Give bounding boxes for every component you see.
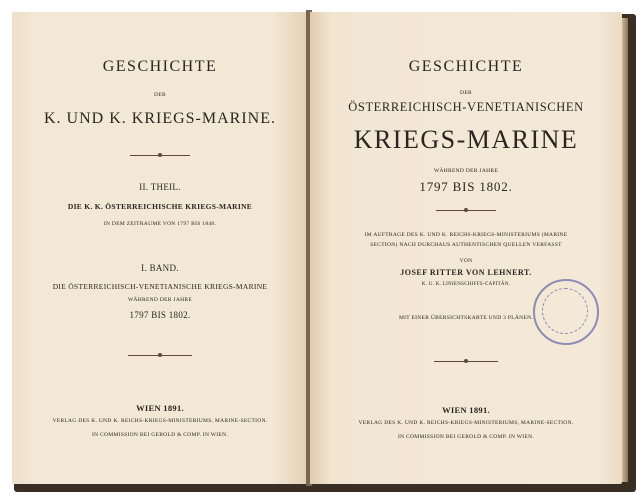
left-part: II. THEIL.	[139, 182, 181, 192]
left-part-period: IN DEM ZEITRAUME VON 1797 BIS 1848.	[103, 221, 217, 227]
right-author: JOSEF RITTER VON LEHNERT.	[400, 268, 532, 277]
right-page	[310, 12, 622, 484]
right-commission-line2: SECTION) NACH DURCHAUS AUTHENTISCHEN QUELLEN VERFASST	[370, 242, 562, 248]
left-place-year: WIEN 1891.	[136, 403, 184, 413]
right-subtitle: ÖSTERREICHISCH-VENETIANISCHEN	[348, 100, 584, 114]
right-maps: MIT EINER ÜBERSICHTSKARTE UND 3 PLÄNEN.	[398, 315, 534, 321]
library-stamp	[533, 279, 599, 345]
right-commission: IN COMMISSION BEI GEROLD & COMP. IN WIEN.	[397, 434, 535, 440]
left-commission: IN COMMISSION BEI GEROLD & COMP. IN WIEN.	[91, 432, 229, 438]
right-years: 1797 BIS 1802.	[419, 179, 513, 194]
page-edges	[622, 18, 628, 482]
left-volume-years: 1797 BIS 1802.	[129, 310, 191, 320]
left-volume: I. BAND.	[141, 263, 179, 273]
left-publisher: VERLAG DES K. UND K. REICHS-KRIEGS-MINISTERIUMS, MARINE-SECTION.	[52, 418, 268, 424]
left-part-title: DIE K. K. ÖSTERREICHISCHE KRIEGS-MARINE	[67, 202, 253, 211]
right-during: WÄHREND DER JAHRE	[433, 168, 499, 174]
left-title: GESCHICHTE	[102, 58, 218, 75]
left-subtitle: K. UND K. KRIEGS-MARINE.	[44, 110, 276, 127]
right-commission-line1: IM AUFTRAGE DES K. UND K. REICHS-KRIEGS-MINISTERIUMS (MARINE	[364, 232, 568, 238]
right-title: GESCHICHTE	[408, 58, 524, 75]
right-main-title: KRIEGS-MARINE	[353, 125, 579, 154]
right-author-rank: K. U. K. LINIENSCHIFFS-CAPITÄN.	[421, 282, 511, 287]
right-der: DER	[460, 90, 472, 96]
left-der: DER	[154, 92, 166, 98]
left-volume-during: WÄHREND DER JAHRE	[127, 297, 193, 303]
left-volume-title: DIE ÖSTERREICHISCH-VENETIANISCHE KRIEGS-MARINE	[52, 282, 268, 291]
right-place-year: WIEN 1891.	[442, 405, 490, 415]
right-von: VON	[459, 258, 473, 264]
right-publisher: VERLAG DES K. UND K. REICHS-KRIEGS-MINISTERIUMS, MARINE-SECTION.	[358, 420, 574, 426]
left-page	[12, 12, 308, 484]
